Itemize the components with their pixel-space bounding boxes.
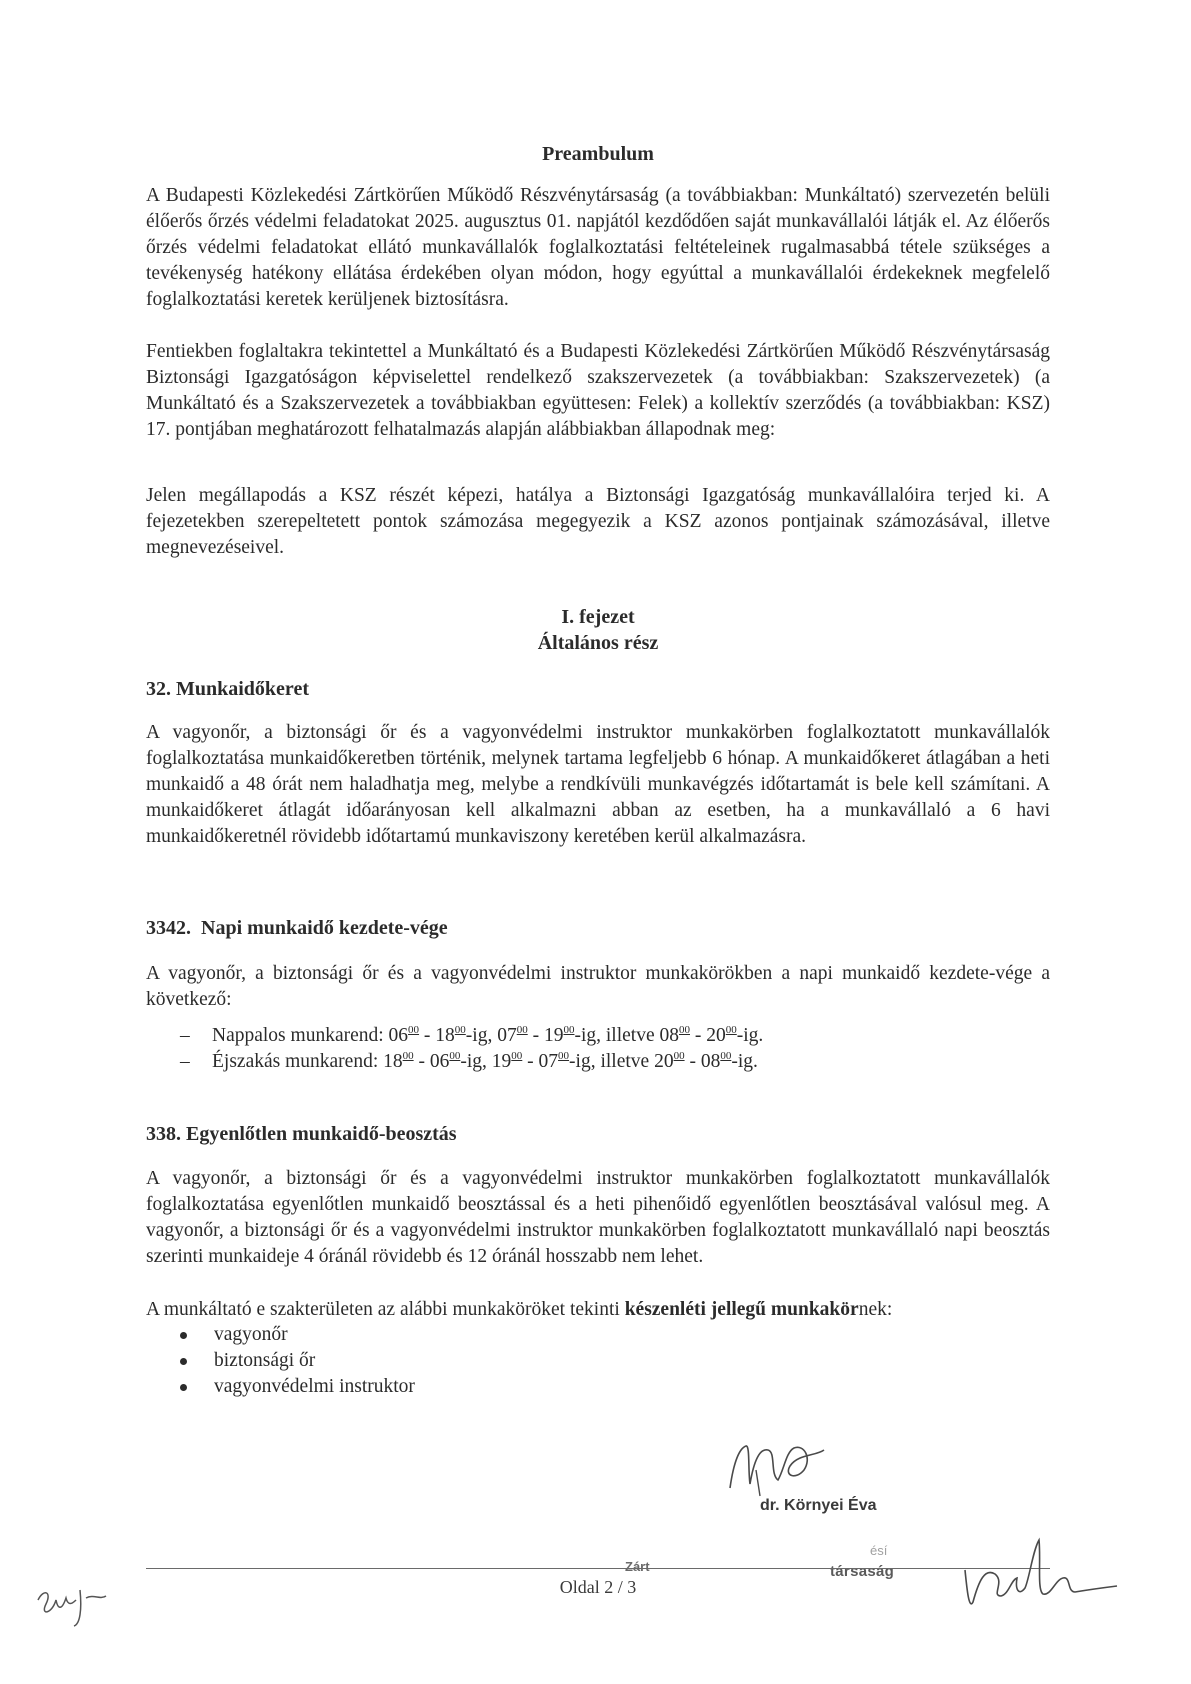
- preamble-paragraph-2: Fentiekben foglaltakra tekintettel a Munkáltató és a Budapesti Közlekedési Zártkörűen Működő Részvénytársaság Biztonsági Igazgatóságon képviselettel rendelkező szakszervezetek (a továbbiakban: Szakszervezetek) (a Munkáltató és a Szakszervezetek a továbbiakban együttesen: Felek) a kollektív szerződés (a továbbiakban: KSZ) 17. pontjában meghatározott felhatalmazás alapján alábbiakban állapodnak meg:: [146, 341, 1050, 440]
- stamp-text-line-2: Zárt: [625, 1559, 650, 1574]
- stamp-text-line-1: ésí: [870, 1543, 888, 1558]
- night-schedule-item: – Éjszakás munkarend: $18^{00} - 06^{00}-ig$, $19^{00} - 07^{00}-ig$, illetve $20^{00} - 08^{00}-ig$.: [180, 1049, 1060, 1075]
- section-3342-number: 3342.: [146, 917, 191, 939]
- list-item: vagyonőr: [176, 1322, 676, 1348]
- chapter-title: Általános rész: [537, 632, 659, 654]
- section-32-text: A vagyonőr, a biztonsági őr és a vagyonvédelmi instruktor munkakörben foglalkoztatott munkavállalók foglalkoztatása munkaidőkeretben történik, melynek tartama legfeljebb 6 hónap. A munkaidőkeret átlagában a heti munkaidő a 48 órát nem haladhatja meg, melybe a rendkívüli munkavégzés időtartamát is bele kell számítani. A munkaidőkeret átlagát időarányosan kell alkalmazni abban az esetben, ha a munkavállaló a 6 havi munkaidőkeretnél rövidebb időtartamú munkaviszony keretében kerül alkalmazásra.: [146, 722, 1050, 847]
- signature-right-icon: [955, 1530, 1125, 1620]
- company-stamp: [625, 1455, 990, 1585]
- signature-stamp-icon: [720, 1440, 830, 1500]
- list-item: vagyonvédelmi instruktor: [176, 1374, 676, 1400]
- preamble-title: Preambulum: [542, 143, 654, 165]
- page-number: Oldal 2 / 3: [559, 1577, 637, 1597]
- section-338-text: A vagyonőr, a biztonsági őr és a vagyonvédelmi instruktor munkakörben foglalkoztatott munkavállalók foglalkoztatása egyenlőtlen munkaidő beosztással és a heti pihenőidő egyenlőtlen beosztásával valósul meg. A vagyonőr, a biztonsági őr és a vagyonvédelmi instruktor munkakörben foglalkoztatott munkavállaló napi beosztás szerinti munkaideje 4 óránál rövidebb és 12 óránál hosszabb nem lehet.: [146, 1168, 1050, 1267]
- list-item: biztonsági őr: [176, 1348, 676, 1374]
- chapter-number: I. fejezet: [561, 606, 635, 628]
- footer-rule: [146, 1568, 1050, 1569]
- section-3342-title: Napi munkaidő kezdete-vége: [201, 917, 448, 939]
- section-3342-heading: [146, 915, 448, 941]
- stamp-company: társaság: [830, 1563, 895, 1580]
- section-338-heading: 338. Egyenlőtlen munkaidő-beosztás: [146, 1123, 457, 1145]
- section-3342-intro: A vagyonőr, a biztonsági őr és a vagyonvédelmi instruktor munkakörökben a napi munkaidő kezdete-vége a következő:: [146, 963, 1050, 1010]
- initials-signature-left-icon: [30, 1570, 140, 1630]
- day-schedule-item: – Nappalos munkarend: $06^{00} - 18^{00}-ig$, $07^{00} - 19^{00}-ig$, illetve $08^{00} - 20^{00}-ig$.: [180, 1023, 1060, 1049]
- standby-job-list: [176, 1322, 676, 1400]
- work-schedule-list: [180, 1023, 1060, 1075]
- preamble-paragraph-1: A Budapesti Közlekedési Zártkörűen Működő Részvénytársaság (a továbbiakban: Munkáltató) szervezetén belüli élőerős őrzés védelmi feladatokat 2025. augusztus 01. napjától kezdődően saját munkavállalói látják el. Az élőerős őrzés védelmi feladatokat ellátó munkavállalók foglalkoztatási feltételeinek rugalmasabbá tétele szükséges a tevékenység hatékony ellátása érdekében olyan módon, hogy egyúttal a munkavállalói érdekeknek megfelelő foglalkoztatási keretek kerüljenek biztosításra.: [146, 185, 1050, 310]
- section-32-heading: 32. Munkaidőkeret: [146, 678, 309, 700]
- section-338-list-intro: A munkáltató e szakterületen az alábbi munkaköröket tekinti készenléti jellegű munkakörnek:: [146, 1299, 893, 1320]
- preamble-paragraph-3: Jelen megállapodás a KSZ részét képezi, hatálya a Biztonsági Igazgatóság munkavállalóira terjed ki. A fejezetekben szerepeltetett pontok számozása megegyezik a KSZ azonos pontjainak számozásával, illetve megnevezéseivel.: [146, 485, 1050, 558]
- stamp-name: dr. Környei Éva: [760, 1497, 877, 1514]
